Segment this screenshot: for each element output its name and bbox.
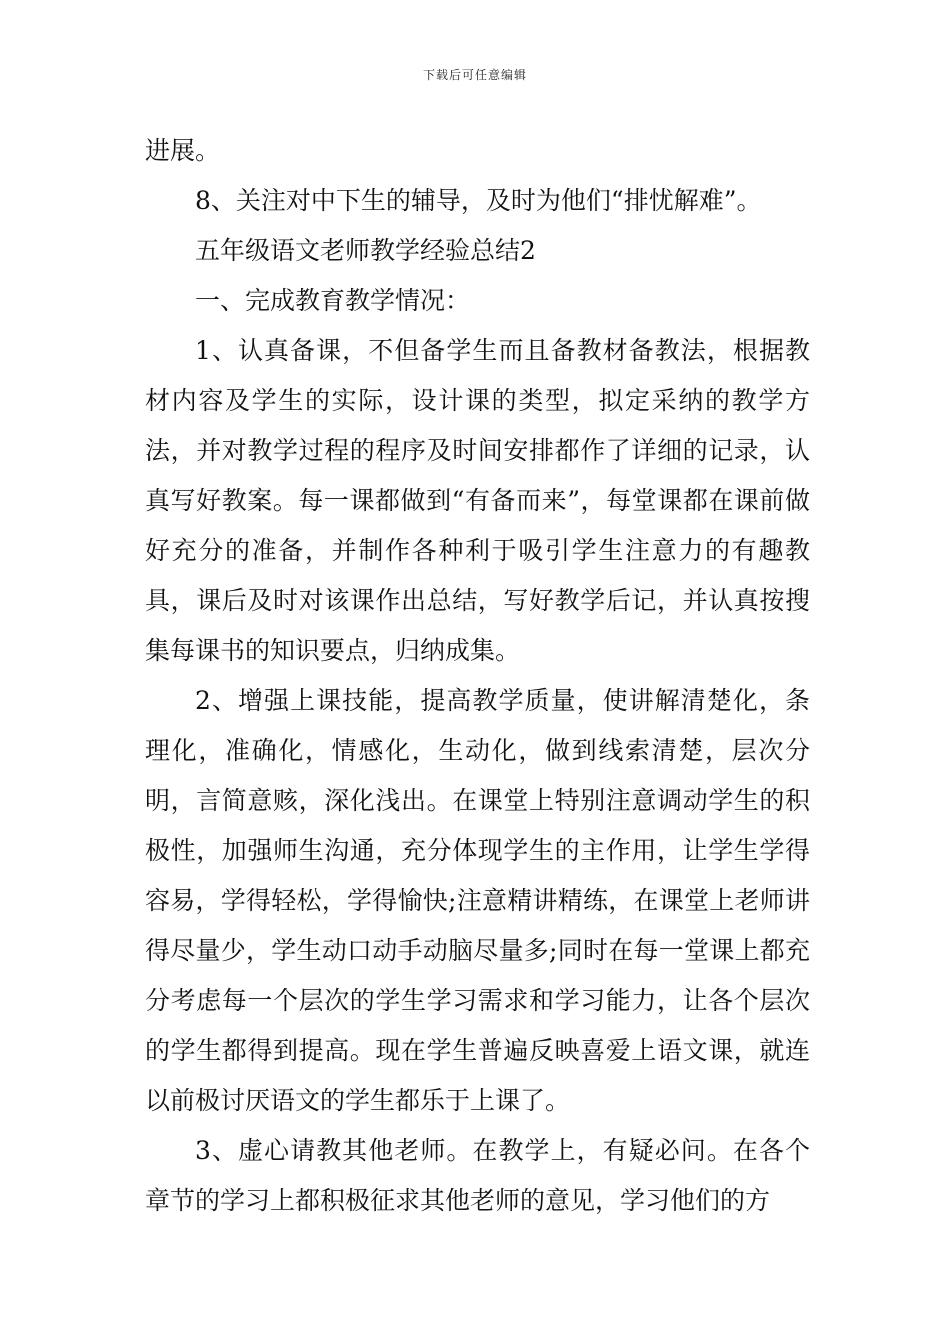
paragraph-continuation: 进展。 [145,136,221,165]
document-body [145,126,810,1226]
paragraph-item-3: 3、虚心请教其他老师。在教学上，有疑必问。在各个章节的学习上都积极征求其他老师的意见，学习他们的方 [145,1136,810,1215]
section-heading: 一、完成教育教学情况： [195,286,471,315]
page-header: 下载后可任意编辑 [422,68,527,82]
paragraph-item-2: 2、增强上课技能，提高教学质量，使讲解清楚化，条理化，准确化，情感化，生动化，做到线索清楚，层次分明，言简意赅，深化浅出。在课堂上特别注意调动学生的积极性，加强师生沟通，充分体现学生的主作用，让学生学得容易，学得轻松，学得愉快;注意精讲精练，在课堂上老师讲得尽量少，学生动口动手动脑尽量多;同时在每一堂课上都充分考虑每一个层次的学生学习需求和学习能力，让各个层次的学生都得到提高。现在学生普遍反映喜爱上语文课，就连以前极讨厌语文的学生都乐于上课了。 [145,686,810,1115]
section-title: 五年级语文老师教学经验总结2 [195,236,536,265]
paragraph-item-8: 8、关注对中下生的辅导，及时为他们“排忧解难”。 [195,186,762,215]
paragraph-item-1: 1、认真备课，不但备学生而且备教材备教法，根据教材内容及学生的实际，设计课的类型，拟定采纳的教学方法，并对教学过程的程序及时间安排都作了详细的记录，认真写好教案。每一课都做到“有备而来”，每堂课都在课前做好充分的准备，并制作各种利于吸引学生注意力的有趣教具，课后及时对该课作出总结，写好教学后记，并认真按搜集每课书的知识要点，归纳成集。 [145,336,810,665]
